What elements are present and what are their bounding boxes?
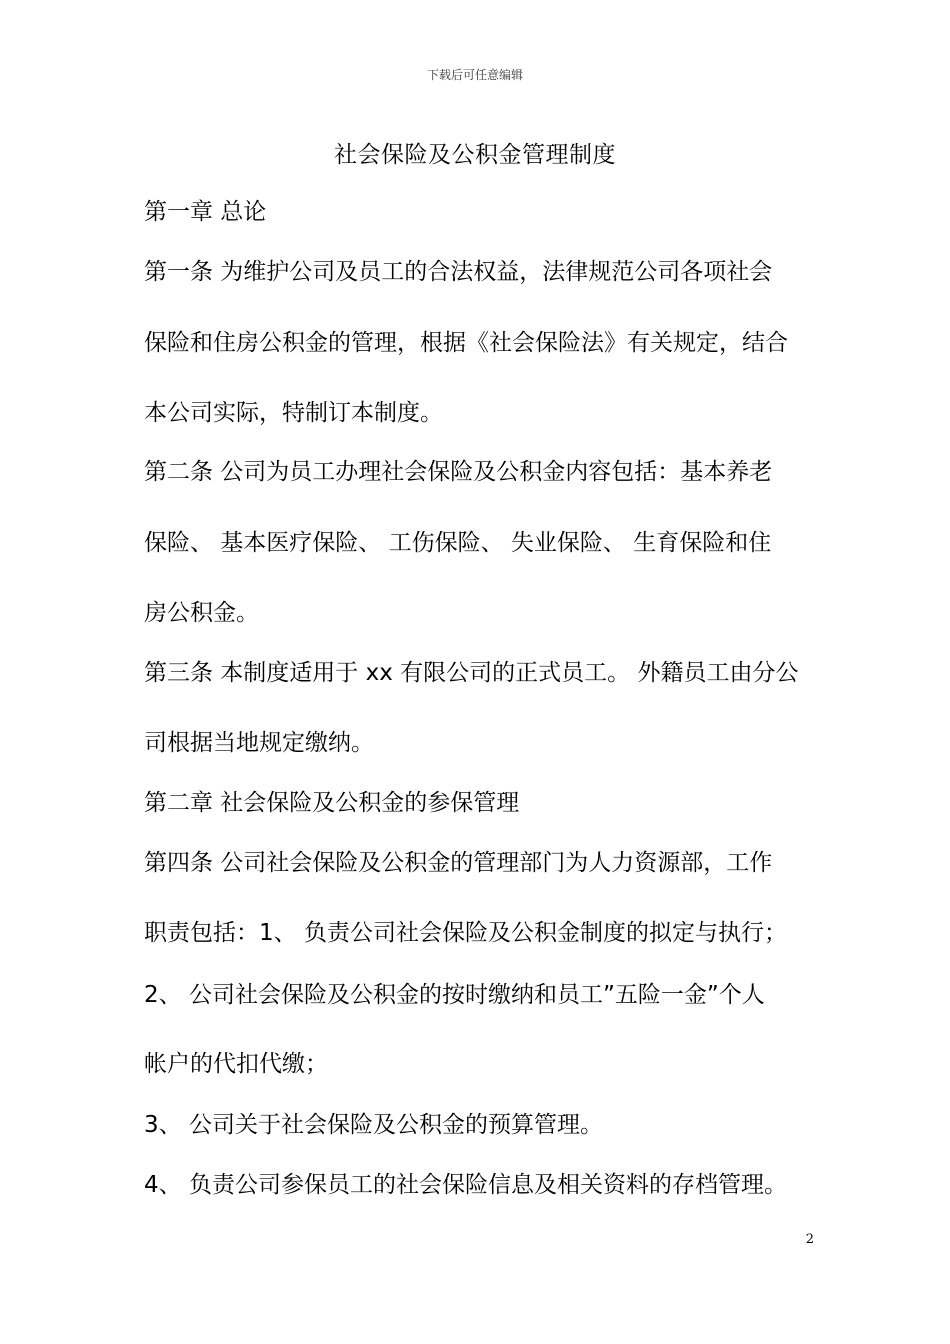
article-4-item-4: 4、 负责公司参保员工的社会保险信息及相关资料的存档管理。	[144, 1172, 787, 1198]
article-3-line-2: 司根据当地规定缴纳。	[144, 730, 374, 756]
article-2-line-2: 保险、 基本医疗保险、 工伤保险、 失业保险、 生育保险和住	[144, 530, 772, 556]
document-title: 社会保险及公积金管理制度	[334, 142, 616, 168]
article-1-line-3: 本公司实际，特制订本制度。	[144, 400, 443, 426]
article-4-item-3: 3、 公司关于社会保险及公积金的预算管理。	[144, 1112, 603, 1138]
page-header: 下载后可任意编辑	[426, 68, 523, 82]
article-1-line-1: 第一条 为维护公司及员工的合法权益，法律规范公司各项社会	[144, 259, 773, 285]
article-2-line-3: 房公积金。	[144, 600, 259, 626]
article-3-line-1: 第三条 本制度适用于 xx 有限公司的正式员工。 外籍员工由分公	[144, 660, 799, 686]
chapter-1-heading: 第一章 总论	[144, 199, 267, 225]
page-number: 2	[805, 1232, 814, 1247]
article-4-line-2: 职责包括：1、 负责公司社会保险及公积金制度的拟定与执行；	[144, 920, 787, 946]
article-1-line-2: 保险和住房公积金的管理，根据《社会保险法》有关规定，结合	[144, 330, 788, 356]
article-2-line-1: 第二条 公司为员工办理社会保险及公积金内容包括：基本养老	[144, 459, 773, 485]
article-4-item-2-line-1: 2、 公司社会保险及公积金的按时缴纳和员工”五险一金”个人	[144, 982, 765, 1008]
article-4-item-2-line-2: 帐户的代扣代缴；	[144, 1051, 328, 1077]
article-4-line-1: 第四条 公司社会保险及公积金的管理部门为人力资源部，工作	[144, 850, 773, 876]
chapter-2-heading: 第二章 社会保险及公积金的参保管理	[144, 790, 520, 816]
